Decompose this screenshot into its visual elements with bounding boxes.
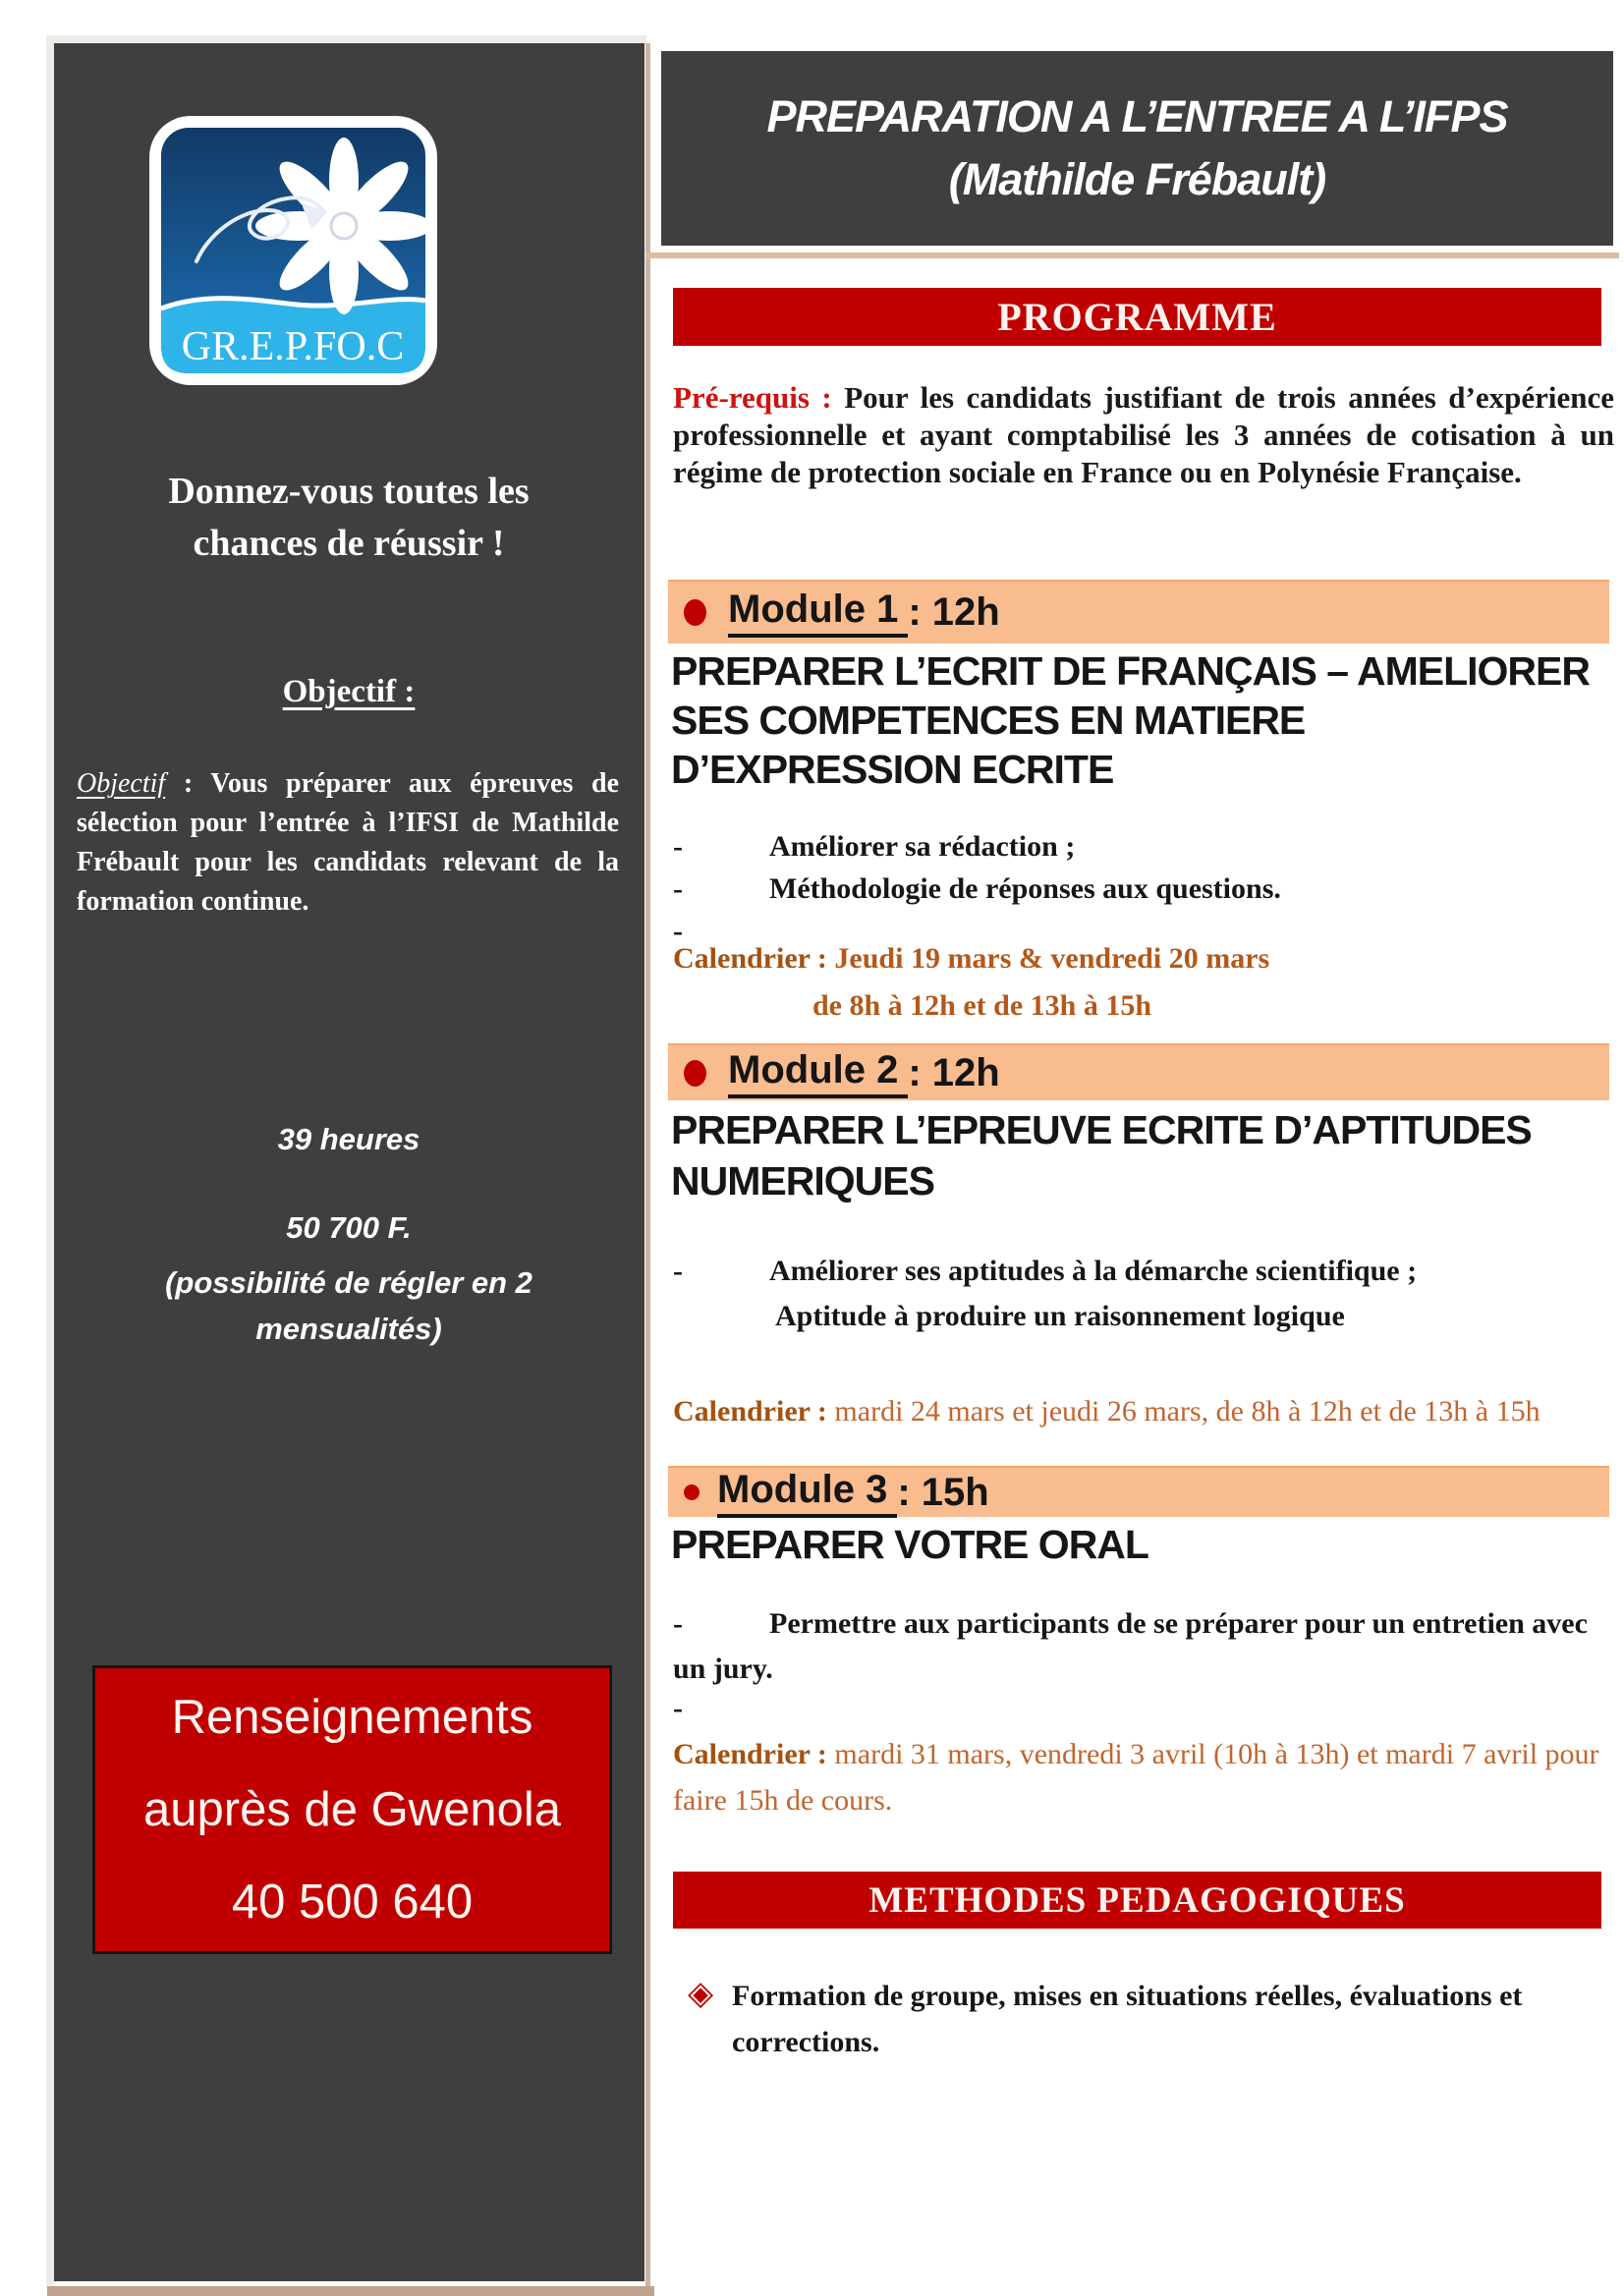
module2-calendrier-text: mardi 24 mars et jeudi 26 mars, de 8h à 12h et de 13h à 15h [826,1395,1540,1428]
price: 50 700 F. [286,1210,412,1245]
page-title [661,51,1613,246]
prerequis-text: Pour les candidats justifiant de trois années d’expérience professionnelle et ayant comptabilisé les 3 années de cotisation à un régime de protection sociale en France ou en Polynésie Française. [673,380,1614,489]
objectif-paragraph: Objectif : Vous préparer aux épreuves de sélection pour l’entrée à l’IFSI de Mathilde Frébault pour les candidats relevant de la formation continue. [77,768,619,917]
grepfoc-logo [149,116,437,385]
list-item: - Permettre aux participants de se préparer pour un entretien avec un jury. [673,1607,1588,1685]
calendrier-label: Calendrier : [673,1395,827,1428]
module2-duration: : 12h [908,1050,1000,1094]
tagline-line-2: chances de réussir ! [193,523,505,564]
contact-line-2: auprès de Gwenola [143,1783,561,1836]
module1-calendrier-dates: Jeudi 19 mars & vendredi 20 mars [834,942,1270,975]
diamond-bullet-icon: ◈ [688,1974,714,2013]
objectif-text: Vous préparer aux épreuves de sélection pour l’entrée à l’IFSI de Mathilde Frébault pour les candidats relevant de la formation continue. [77,768,619,917]
tiare-flower-icon [255,138,432,314]
calendrier-label: Calendrier : [673,942,827,975]
red-dot-icon [684,599,706,626]
objectif-inline-label: Objectif [77,768,166,799]
page-title-line-1: PREPARATION A L’ENTREE A L’IFPS [766,91,1508,141]
prerequis-paragraph [673,379,1614,491]
module3-calendrier-text: mardi 31 mars, vendredi 3 avril (10h à 13h) et mardi 7 avril pour faire 15h de cours. [673,1738,1599,1817]
programme-section-heading: PROGRAMME [673,288,1601,346]
red-dot-icon [684,1484,700,1500]
module2-bullet-list [673,1250,1606,1292]
tagline-line-1: Donnez-vous toutes les [168,471,530,512]
methodes-section-heading: METHODES PEDAGOGIQUES [673,1872,1601,1929]
duration-hours: 39 heures [277,1122,420,1156]
methodes-bullet-text: Formation de groupe, mises en situations réelles, évaluations et corrections. [732,1980,1523,2058]
list-item: - Améliorer ses aptitudes à la démarche scientifique ; [673,1255,1418,1287]
page-frame-left [46,35,54,2289]
sidebar-bottom-shadow [47,2286,654,2296]
grepfoc-logo-icon [149,116,437,385]
page-title-line-2: (Mathilde Frébault) [948,154,1326,204]
contact-box [92,1665,612,1954]
red-dot-icon [684,1060,706,1087]
column-divider-line [645,43,650,2289]
list-item: - Méthodologie de réponses aux questions. [673,872,1281,905]
module1-calendrier [673,935,1606,1030]
sidebar-tagline [74,466,624,570]
prerequis-label: Pré-requis : [673,380,832,415]
module1-duration: : 12h [908,590,1000,634]
objectif-heading: Objectif : [282,674,416,709]
module1-bullet-list [673,825,1606,952]
calendrier-label: Calendrier : [673,1738,827,1770]
module2-bullet-continuation: Aptitude à produire un raisonnement logique [775,1300,1345,1332]
page-frame-top [46,35,646,43]
module1-calendrier-times: de 8h à 12h et de 13h à 15h [812,989,1152,1022]
contact-phone: 40 500 640 [231,1876,474,1929]
module3-title: PREPARER VOTRE ORAL [671,1522,1148,1567]
header-shadow-line [645,252,1619,258]
module3-calendrier [673,1731,1601,1823]
empty-dash: - [673,1692,683,1724]
module2-label: Module 2 [728,1048,908,1098]
module1-heading-bar [668,580,1609,644]
contact-line-1: Renseignements [171,1691,533,1744]
empty-dash: - [673,915,683,947]
module3-heading-bar [668,1466,1609,1517]
module2-calendrier [673,1387,1601,1436]
module3-bullet-list [673,1601,1606,1692]
module3-label: Module 3 [717,1468,897,1518]
price-note: (possibilité de régler en 2 mensualités) [165,1265,532,1346]
module1-label: Module 1 [728,588,908,638]
module2-title: PREPARER L’EPREUVE ECRITE D’APTITUDES NUMERIQUES [671,1107,1532,1204]
grepfoc-logo-text: GR.E.P.FO.C [181,324,405,369]
module2-heading-bar [668,1043,1609,1100]
methodes-bullet [688,1973,1601,2065]
module1-title: PREPARER L’ECRIT DE FRANÇAIS – AMELIORER SES COMPETENCES EN MATIERE D’EXPRESSION ECRITE [671,648,1590,792]
module3-duration: : 15h [897,1470,989,1514]
list-item: - Améliorer sa rédaction ; [673,830,1076,863]
